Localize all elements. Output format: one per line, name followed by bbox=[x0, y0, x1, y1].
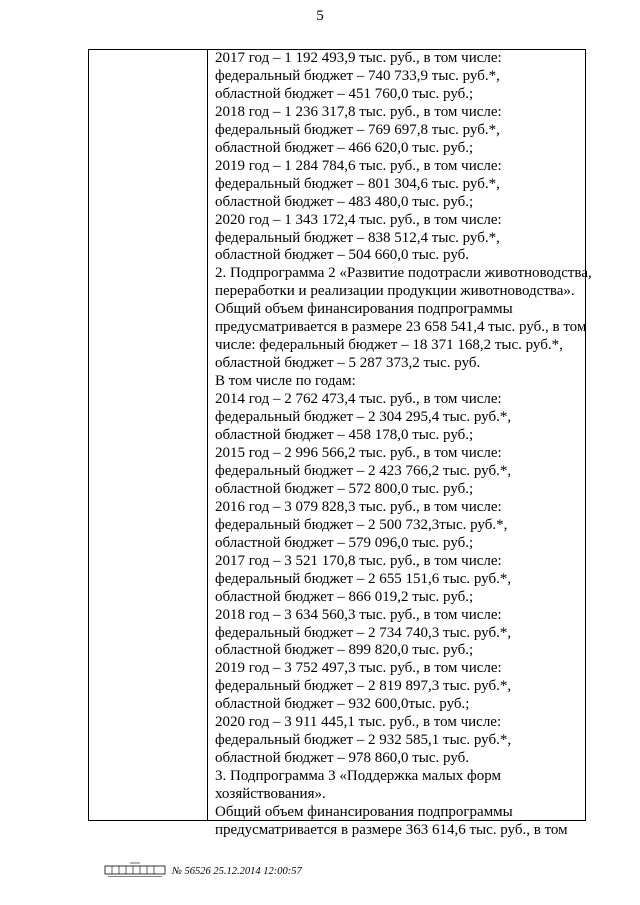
text-line: федеральный бюджет – 2 819 897,3 тыс. руб.*, bbox=[215, 678, 512, 695]
text-line: областной бюджет – 5 287 373,2 тыс. руб. bbox=[215, 355, 481, 372]
text-line: переработки и реализации продукции животноводства». bbox=[215, 283, 575, 300]
text-line: федеральный бюджет – 2 932 585,1 тыс. руб.*, bbox=[215, 732, 512, 749]
page-number: 5 bbox=[316, 8, 324, 24]
text-line: 2017 год – 3 521 170,8 тыс. руб., в том числе: bbox=[215, 552, 502, 569]
text-line: В том числе по годам: bbox=[215, 373, 356, 390]
text-line: федеральный бюджет – 2 304 295,4 тыс. руб.*, bbox=[215, 409, 512, 426]
text-line: областной бюджет – 572 800,0 тыс. руб.; bbox=[215, 480, 474, 497]
text-line: Общий объем финансирования подпрограммы bbox=[215, 301, 513, 318]
text-line: числе: федеральный бюджет – 18 371 168,2 тыс. руб.*, bbox=[215, 337, 563, 354]
text-line: 2. Подпрограмма 2 «Развитие подотрасли животноводства, bbox=[215, 265, 592, 282]
text-line: 2020 год – 1 343 172,4 тыс. руб., в том числе: bbox=[215, 211, 502, 228]
text-line: 2016 год – 3 079 828,3 тыс. руб., в том числе: bbox=[215, 498, 502, 515]
column-divider bbox=[207, 50, 208, 820]
text-line: федеральный бюджет – 769 697,8 тыс. руб.*, bbox=[215, 121, 500, 138]
text-line: хозяйствования». bbox=[215, 786, 326, 803]
text-line: предусматривается в размере 363 614,6 тыс. руб., в том bbox=[215, 821, 568, 838]
document-registration-number: № 56526 25.12.2014 12:00:57 bbox=[172, 865, 302, 877]
text-line: федеральный бюджет – 838 512,4 тыс. руб.*, bbox=[215, 229, 500, 246]
text-line: 2015 год – 2 996 566,2 тыс. руб., в том числе: bbox=[215, 444, 502, 461]
text-line: 2018 год – 3 634 560,3 тыс. руб., в том числе: bbox=[215, 606, 502, 623]
text-line: 3. Подпрограмма 3 «Поддержка малых форм bbox=[215, 768, 502, 785]
text-line: предусматривается в размере 23 658 541,4 тыс. руб., в том bbox=[215, 319, 587, 336]
text-line: федеральный бюджет – 801 304,6 тыс. руб.*, bbox=[215, 175, 500, 192]
text-line: областной бюджет – 466 620,0 тыс. руб.; bbox=[215, 139, 474, 156]
footer bbox=[104, 862, 302, 880]
text-line: областной бюджет – 899 820,0 тыс. руб.; bbox=[215, 642, 474, 659]
financing-text-cell bbox=[215, 50, 592, 840]
text-line: федеральный бюджет – 740 733,9 тыс. руб.*, bbox=[215, 67, 500, 84]
registry-stamp-icon bbox=[104, 862, 166, 880]
financing-table bbox=[88, 49, 592, 838]
text-line: 2019 год – 3 752 497,3 тыс. руб., в том числе: bbox=[215, 660, 502, 677]
text-line: областной бюджет – 483 480,0 тыс. руб.; bbox=[215, 193, 474, 210]
text-line: областной бюджет – 458 178,0 тыс. руб.; bbox=[215, 427, 474, 444]
text-line: областной бюджет – 932 600,0тыс. руб.; bbox=[215, 696, 470, 713]
text-line: областной бюджет – 504 660,0 тыс. руб. bbox=[215, 247, 470, 264]
text-line: федеральный бюджет – 2 655 151,6 тыс. руб.*, bbox=[215, 570, 512, 587]
text-line: областной бюджет – 866 019,2 тыс. руб.; bbox=[215, 588, 474, 605]
text-line: Общий объем финансирования подпрограммы bbox=[215, 804, 513, 821]
text-line: 2020 год – 3 911 445,1 тыс. руб., в том числе: bbox=[215, 714, 502, 731]
text-line: 2019 год – 1 284 784,6 тыс. руб., в том числе: bbox=[215, 157, 502, 174]
text-line: 2017 год – 1 192 493,9 тыс. руб., в том числе: bbox=[215, 50, 502, 66]
text-line: 2014 год – 2 762 473,4 тыс. руб., в том числе: bbox=[215, 391, 502, 408]
text-line: федеральный бюджет – 2 734 740,3 тыс. руб.*, bbox=[215, 624, 512, 641]
text-line: областной бюджет – 451 760,0 тыс. руб.; bbox=[215, 85, 474, 102]
text-line: областной бюджет – 978 860,0 тыс. руб. bbox=[215, 750, 470, 767]
text-line: 2018 год – 1 236 317,8 тыс. руб., в том числе: bbox=[215, 103, 502, 120]
text-line: федеральный бюджет – 2 423 766,2 тыс. руб.*, bbox=[215, 462, 512, 479]
text-line: областной бюджет – 579 096,0 тыс. руб.; bbox=[215, 534, 474, 551]
text-line: федеральный бюджет – 2 500 732,3тыс. руб.*, bbox=[215, 516, 508, 533]
